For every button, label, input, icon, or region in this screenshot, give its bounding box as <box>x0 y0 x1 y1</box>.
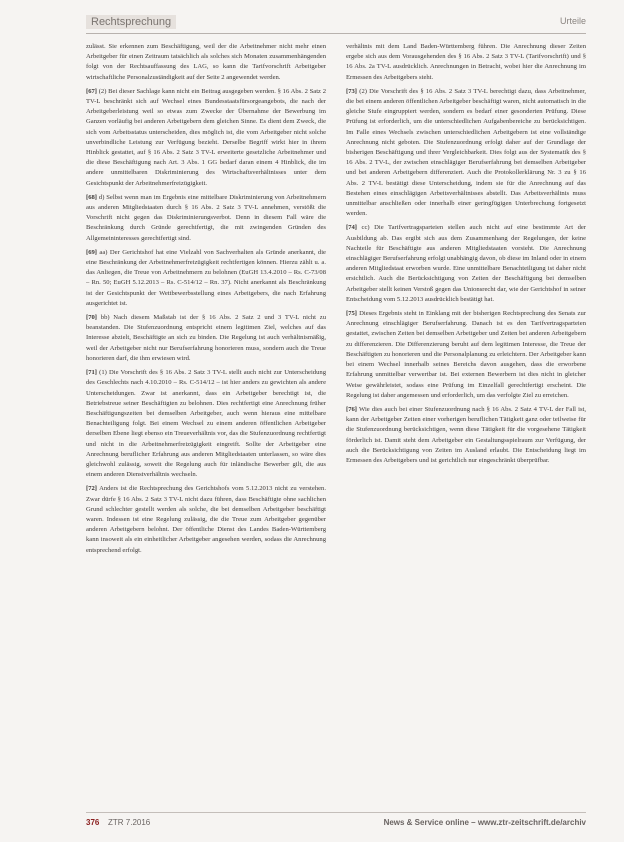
paragraph-text: d) Selbst wenn man im Ergebnis eine mittelbare Diskriminierung von Arbeitnehmern aus anderen Mitgliedstaaten durch § 16 Abs. 2 Satz 3 TV-L annehmen, verstößt die Vorschrift nicht gegen das Diskriminierungsverbot. Denn in diesem Fall wäre die Beschränkung durch Gründe gerechtfertigt, die mit zwingenden Gründen des Allgemeininteresses gerechtfertigt sind. <box>86 193 326 242</box>
paragraph-text: Anders ist die Rechtsprechung des Gerichtshofs vom 5.12.2013 nicht zu verstehen. Zwar dürfe § 16 Abs. 2 Satz 3 TV-L nicht dazu führen, dass Beschäftigte ohne sachlichen Grund schlechter gestellt werden als solche, die bei demselben Arbeitgeber beschäftigt waren. Indessen ist eine Regelung zulässig, die die Treue zum Arbeitgeber gegenüber anderen Arbeitgebern belohnt. Der öffentliche Dienst des Landes Baden-Württemberg kann insoweit als ein einheitlicher Arbeitgeber angesehen werden, sodass die Anrechnung entsprechend erfolgt. <box>86 485 326 554</box>
paragraph-number: [76] <box>346 405 357 413</box>
paragraph <box>346 405 586 466</box>
page-number: 376 <box>86 818 100 827</box>
paragraph-number: [67] <box>86 87 97 95</box>
paragraph-text: (2) Bei dieser Sachlage kann nicht ein Beitrag ausgegeben werden. § 16 Abs. 2 Satz 2 TV-L beschränkt sich auf Wechsel eines Bundesstaatsfürsorgeangebots, die nach der Arbeitgeberleistung weil so etwas zum Zwecke der Übernahme der Bewerbung im Ganzen vorläufig bei anderen Arbeitgebern dem gleichen Sinne. Es dient dem Zweck, die sich vom Arbeitsstatus unterscheiden, dies möglich ist, die vom Arbeitgeber nicht solche unverbindliche Leistung zur Verfügung bezieht. Derselbe Begriff wirkt hier in ihrem Hinblick gestattet, auf § 16 Abs. 2 Satz 3 TV-L erweiterte gesetzliche Arbeitnehmer und die diese Beschäftigung nach Art. 3 Abs. 1 GG bedarf daran einem 4 Hinblick, die im andere unmittelbaren Diskriminierung des Wirtschaftsverhältnisses unter dem Gesichtspunkt der Arbeitnehmerfreizügigkeit. <box>86 87 326 187</box>
section-label: Rechtsprechung <box>86 15 176 29</box>
left-column <box>86 42 326 802</box>
page-header <box>86 12 586 34</box>
paragraph-number: [75] <box>346 310 357 318</box>
paragraph-number: [73] <box>346 87 357 95</box>
paragraph-number: [74] <box>346 224 357 232</box>
page-footer <box>86 812 586 830</box>
right-column <box>346 42 586 802</box>
paragraph-text: Dieses Ergebnis steht in Einklang mit der bisherigen Rechtsprechung des Senats zur Anrechnung einschlägiger Berufserfahrung. Danach ist es den Tarifvertragsparteien gestattet, zwischen Zeiten bei demselben Arbeitgeber und Zeiten bei anderen Arbeitgebern zu differenzieren. Die Differenzierung beruht auf dem legitimen Interesse, die Treue der Beschäftigten zu honorieren und die Personalplanung zu erleichtern. Der Arbeitgeber kann bei einem Wechsel innerhalb seines Bereichs davon ausgehen, dass die erworbene Erfahrung unmittelbar verwertbar ist. Bei externen Bewerbern ist dies nicht in gleicher Weise gewährleistet, sodass eine Prüfung im Einzelfall gerechtfertigt erscheint. Die Regelung ist daher angemessen und erforderlich, um das verfolgte Ziel zu erreichen. <box>346 310 586 399</box>
paragraph <box>346 87 586 220</box>
paragraph-number: [68] <box>86 193 97 201</box>
paragraph <box>86 42 326 83</box>
journal-issue: ZTR 7.2016 <box>108 818 151 827</box>
paragraph <box>86 368 326 480</box>
paragraph <box>346 42 586 83</box>
paragraph-text: bb) Nach diesem Maßstab ist der § 16 Abs. 2 Satz 2 und 3 TV-L nicht zu beanstanden. Die Stufenzuordnung entspricht einem legitimen Ziel, welches auf das Interesse abzielt, Beschäftigte an sich zu binden. Die Regelung ist auch verhältnismäßig, weil der Arbeitgeber nicht nur Berufserfahrung honorieren muss, sondern auch die Treue honorieren darf, die ihm erwiesen wird. <box>86 314 326 362</box>
paragraph <box>86 313 326 364</box>
paragraph-text: zulässt. Sie erkennen zum Beschäftigung, weil der die Arbeitnehmer nicht mehr einen Arbeitgeber für einen Zeitraum tatsächlich als solches sich Monaten zusammenhängenden folgt von der Rechtsauffassung des LAG, so kann die Tarifvorschrift Arbeitgeber wirtschaftliche Personalzuständigkeit auf der Seite 2 angewendet werden. <box>86 43 326 81</box>
paragraph <box>346 309 586 401</box>
paragraph <box>346 223 586 305</box>
paragraph-text: Wie dies auch bei einer Stufenzuordnung nach § 16 Abs. 2 Satz 4 TV-L der Fall ist, kann der Arbeitgeber Zeiten einer vorherigen beruflichen Tätigkeit ganz oder teilweise für die Stufenzuordnung berücksichtigen, wenn diese Tätigkeit für die vorgesehene Tätigkeit förderlich ist. Damit steht dem Arbeitgeber ein Gestaltungsspielraum zur Verfügung, der auch die Berücksichtigung von Zeiten im Ausland erlaubt. Die Entscheidung liegt im Ermessen des Arbeitgebers und ist gerichtlich nur eingeschränkt überprüfbar. <box>346 405 586 464</box>
news-service-link[interactable]: News & Service online – www.ztr-zeitschrift.de/archiv <box>383 818 586 827</box>
paragraph <box>86 484 326 555</box>
paragraph-number: [69] <box>86 248 97 256</box>
paragraph-number: [72] <box>86 485 97 493</box>
paragraph-text: verhältnis mit dem Land Baden-Württemberg führen. Die Anrechnung dieser Zeiten ergebe sich aus dem Vorausgehenden des § 16 Abs. 2 Satz 3 TV-L (Tarifvorschrift) und § 16 Abs. 2a TV-L ausdrücklich. Anrechnungen in Betracht, wobei hier die Anrechnung im Ermessen des Arbeitgebers steht. <box>346 43 586 81</box>
paragraph <box>86 87 326 189</box>
paragraph-number: [71] <box>86 369 97 377</box>
paragraph-text: (1) Die Vorschrift des § 16 Abs. 2 Satz 3 TV-L stellt auch nicht zur Unterscheidung des Geschlechts nach 4.10.2010 – Rs. C-514/12 – ist hier anders zu gewichten als andere Unterscheidungen. Zwar ist anerkannt, dass ein Arbeitgeber berechtigt ist, die Betriebstreue seiner Beschäftigten zu belohnen. Dies rechtfertigt eine Anrechnung früher Beschäftigungszeiten bei demselben Arbeitgeber, auch wenn hieraus eine mittelbare Benachteiligung folgt. Bei einem Wechsel zu einem anderen öffentlichen Arbeitgeber derselben Ebene liegt ebenso ein Treueverhältnis vor, das die Stufenzuordnung rechtfertigt und nicht in die Arbeitnehmerfreizügigkeit eingreift. Sollte der Arbeitgeber eine Anrechnung beruflicher Erfahrung aus anderen Mitgliedstaaten unterlassen, so wäre dies gleichwohl zulässig, soweit die Regelung auch für inländische Bewerber gilt, die aus einem anderen Dienstverhältnis wechseln. <box>86 369 326 479</box>
paragraph-text: (2) Die Vorschrift des § 16 Abs. 2 Satz 3 TV-L berechtigt dazu, dass Arbeitnehmer, die bei einem anderen öffentlichen Arbeitgeber beschäftigt waren, nicht automatisch in die gleiche Stufe eingruppiert werden, sondern es bedarf einer gesonderten Prüfung. Diese Prüfung ist erforderlich, um die unterschiedlichen Aufgabenbereiche zu berücksichtigen. Im Falle eines Wechsels zwischen unterschiedlichen Arbeitgebern ist eine vollständige Anrechnung nicht geboten. Die Stufenzuordnung erfolgt daher auf der Grundlage der bisherigen Beschäftigung und ihrer Vergleichbarkeit. Dies folgt aus der Systematik des § 16 Abs. 2 TV-L, der zwischen einschlägiger Berufserfahrung bei demselben Arbeitgeber und bei anderen Arbeitgebern differenziert. Auch die Protokollerklärung Nr. 3 zu § 16 Abs. 2 TV-L bestätigt diese Unterscheidung, indem sie für die Anrechnung auf das Bestehen eines einschlägigen Arbeitsverhältnisses abstellt. Das Arbeitsverhältnis muss unmittelbar anschließen oder innerhalb einer geringfügigen Unterbrechung fortgesetzt werden. <box>346 87 586 218</box>
paragraph-text: aa) Der Gerichtshof hat eine Vielzahl von Sachverhalten als Gründe anerkannt, die eine Beschränkung der Arbeitnehmerfreizügigkeit rechtfertigen können. Hierzu zählt u. a. das Anliegen, die Treue von Arbeitnehmern zu belohnen (EuGH 13.4.2010 – Rs. C-73/08 – Rn. 50; EuGH 5.12.2013 – Rs. C-514/12 – Rn. 37). Nicht anerkannt als Beschränkung ist der Gesichtspunkt der Wettbewerbsstellung eines Arbeitgebers, die nach Erfahrung ausgerichtet ist. <box>86 248 326 307</box>
paragraph <box>86 248 326 309</box>
section-type-label: Urteile <box>559 16 586 26</box>
paragraph-text: cc) Die Tarifvertragsparteien stellen auch nicht auf eine bestimmte Art der Ausbildung ab. Das ergibt sich aus dem Zusammenhang der Regelungen, der keine Nachteile für Beschäftigte aus anderen Mitgliedstaaten vorsieht. Die Anrechnung einschlägiger Berufserfahrung erfolgt unabhängig davon, ob diese im Inland oder in einem anderen Mitgliedstaat erworben wurde. Eine unmittelbare Benachteiligung ist daher nicht ersichtlich. Auch die Berücksichtigung von Zeiten der Beschäftigung bei demselben Arbeitgeber stellt keinen Verstoß gegen das Unionsrecht dar, wie der Gerichtshof in seiner Entscheidung vom 5.12.2013 ausdrücklich bestätigt hat. <box>346 224 586 303</box>
paragraph-number: [70] <box>86 314 97 322</box>
paragraph <box>86 193 326 244</box>
